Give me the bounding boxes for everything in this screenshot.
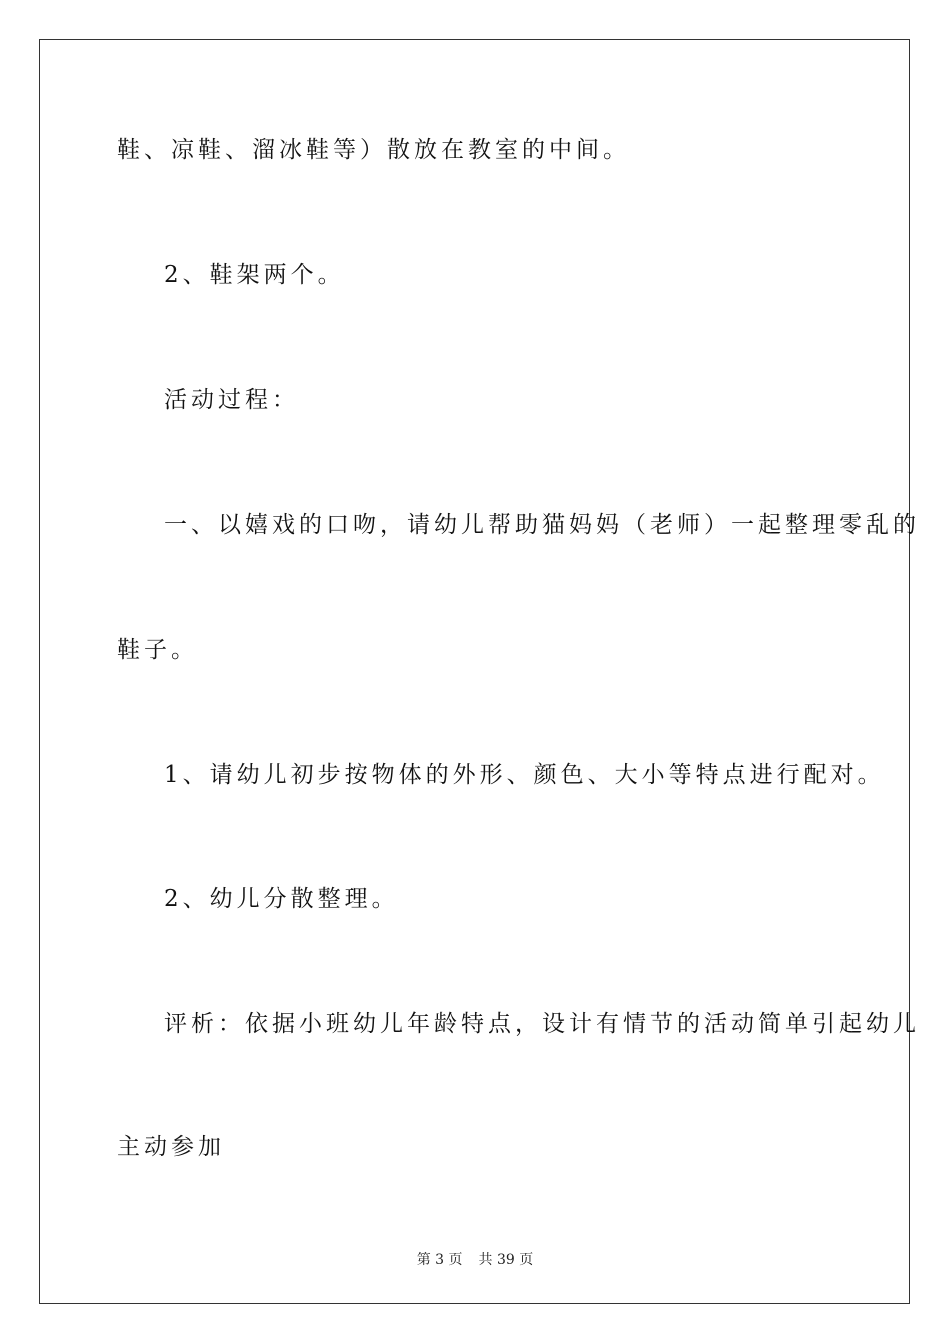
page-border (39, 39, 910, 1304)
paragraph-line-8: 评析：依据小班幼儿年龄特点，设计有情节的活动简单引起幼儿 (164, 1011, 920, 1037)
paragraph-line-5: 鞋子。 (117, 637, 198, 663)
page-number: 第 3 页 (416, 1252, 463, 1268)
paragraph-line-4: 一、以嬉戏的口吻，请幼儿帮助猫妈妈（老师）一起整理零乱的 (164, 512, 920, 538)
page-footer (0, 1249, 950, 1269)
paragraph-line-9: 主动参加 (117, 1134, 225, 1160)
page-total: 共 39 页 (478, 1252, 534, 1268)
section-heading: 活动过程： (164, 387, 299, 413)
paragraph-line-7: 2、幼儿分散整理。 (164, 886, 399, 912)
paragraph-line-1: 鞋、凉鞋、溜冰鞋等）散放在教室的中间。 (117, 137, 630, 163)
paragraph-line-2: 2、鞋架两个。 (164, 262, 345, 288)
paragraph-line-6: 1、请幼儿初步按物体的外形、颜色、大小等特点进行配对。 (164, 762, 885, 788)
